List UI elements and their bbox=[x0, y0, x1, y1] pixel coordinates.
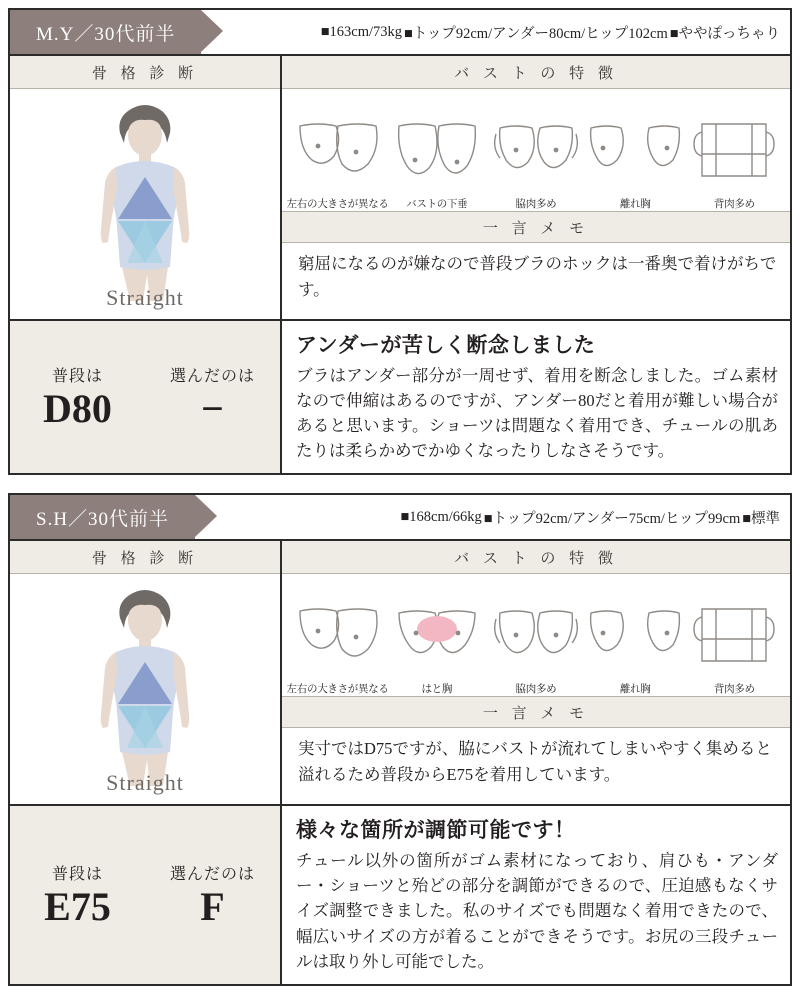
bust-feature-column bbox=[282, 56, 790, 319]
bust-type-item bbox=[286, 120, 389, 211]
bust-section-title: バ ス ト の 特 徴 bbox=[282, 56, 790, 89]
bust-type-item bbox=[489, 605, 583, 696]
bust-wide-set-icon bbox=[589, 605, 681, 679]
chosen-size-cell bbox=[145, 806, 280, 983]
bust-type-item bbox=[390, 605, 484, 696]
card-body bbox=[10, 56, 790, 321]
bust-type-item bbox=[286, 605, 389, 696]
bust-side-fat-icon bbox=[490, 120, 582, 194]
bust-sagging-icon bbox=[391, 120, 483, 194]
reviewer-name: S.H／30代前半 bbox=[10, 495, 195, 539]
usual-size-value: E75 bbox=[44, 883, 111, 929]
body-figure-svg bbox=[50, 95, 240, 305]
bust-type-caption: はと胸 bbox=[421, 684, 453, 696]
memo-text: 窮屈になるのが嫌なので普段ブラのホックは一番奥で着けがちです。 bbox=[298, 254, 777, 299]
bust-section-title: バ ス ト の 特 徴 bbox=[282, 541, 790, 574]
spec-body-type: ■標準 bbox=[742, 510, 780, 527]
bust-type-list bbox=[282, 89, 790, 211]
bust-type-item bbox=[687, 605, 781, 696]
usual-size-cell bbox=[10, 321, 145, 473]
chosen-size-value: F bbox=[200, 883, 225, 929]
usual-size-value: D80 bbox=[43, 385, 112, 431]
bust-side-fat-icon bbox=[490, 605, 582, 679]
skeleton-diagnosis-column bbox=[10, 541, 282, 804]
bust-type-item bbox=[390, 120, 484, 211]
bust-type-caption: 脇肉多め bbox=[515, 199, 557, 210]
review-title: 様々な箇所が調節可能です！ bbox=[296, 818, 576, 843]
body-figure-svg bbox=[50, 580, 240, 790]
bust-wide-set-icon bbox=[589, 120, 681, 194]
bust-type-caption: 背肉多め bbox=[713, 199, 755, 210]
review-text: ブラはアンダー部分が一周せず、着用を断念しました。ゴム素材なので伸縮はあるのですが、アンダー80だと着用が難しい場合があると思います。ショーツは問題なく着用でき、チュールの肌あたりは柔らかめでかゆくなったりしなさそうです。 bbox=[296, 366, 778, 461]
spec-body-type: ■ややぽっちゃり bbox=[669, 25, 780, 42]
bust-type-list bbox=[282, 574, 790, 696]
reviewer-card bbox=[8, 8, 792, 475]
skeleton-type-label: Straight bbox=[106, 285, 184, 310]
reviewer-specs bbox=[195, 495, 790, 539]
skeleton-section-title: 骨 格 診 断 bbox=[10, 541, 280, 574]
usual-size-label: 普段は bbox=[51, 367, 103, 385]
reviewer-name: M.Y／30代前半 bbox=[10, 10, 201, 54]
chosen-size-label: 選んだのは bbox=[169, 367, 255, 385]
card-header bbox=[10, 10, 790, 56]
bust-type-caption: 脇肉多め bbox=[515, 684, 557, 696]
bust-type-caption: バストの下垂 bbox=[406, 199, 468, 210]
spec-height-weight: ■168cm/66kg bbox=[400, 508, 482, 525]
chosen-size-label: 選んだのは bbox=[169, 865, 255, 883]
skeleton-type-label: Straight bbox=[106, 770, 184, 796]
memo-text: 実寸ではD75ですが、脇にバストが流れてしまいやすく集めると溢れるため普段からE75を着用しています。 bbox=[298, 739, 772, 784]
bust-type-caption: 左右の大きさが異なる bbox=[286, 199, 389, 210]
card-body bbox=[10, 541, 790, 806]
bust-type-item bbox=[687, 120, 781, 211]
spec-height-weight: ■163cm/73kg bbox=[320, 23, 403, 40]
review-text: チュール以外の箇所がゴム素材になっており、肩ひも・アンダー・ショーツと殆どの部分を調節ができるので、圧迫感もなくサイズ調整できました。私のサイズでも問題なく着用できたので、幅広いサイズの方が着ることができそうです。お尻の三段チュールは取り外し可能でした。 bbox=[296, 851, 778, 971]
memo-section-title: 一 言 メ モ bbox=[282, 696, 790, 728]
bust-type-item bbox=[588, 605, 682, 696]
bust-pigeon-chest-icon bbox=[391, 605, 483, 679]
card-header bbox=[10, 495, 790, 541]
chosen-size-cell bbox=[145, 321, 280, 473]
bust-type-caption: 離れ胸 bbox=[619, 199, 651, 210]
review-body bbox=[282, 806, 790, 983]
reviewer-card bbox=[8, 493, 792, 985]
skeleton-diagnosis-column bbox=[10, 56, 282, 319]
bust-uneven-icon bbox=[292, 605, 384, 679]
bust-uneven-icon bbox=[292, 120, 384, 194]
bust-feature-column bbox=[282, 541, 790, 804]
body-figure bbox=[10, 89, 280, 319]
spec-measurements: ■トップ92cm/アンダー75cm/ヒップ99cm bbox=[483, 510, 741, 527]
bust-type-item bbox=[489, 120, 583, 211]
review-title: アンダーが苦しく断念しました bbox=[296, 333, 596, 357]
bust-type-caption: 背肉多め bbox=[713, 684, 755, 696]
size-box bbox=[10, 321, 282, 473]
review-row bbox=[10, 321, 790, 473]
skeleton-section-title: 骨 格 診 断 bbox=[10, 56, 280, 89]
spec-measurements: ■トップ92cm/アンダー80cm/ヒップ102cm bbox=[404, 25, 668, 42]
memo-section-title: 一 言 メ モ bbox=[282, 211, 790, 243]
bust-type-item bbox=[588, 120, 682, 211]
bust-type-caption: 離れ胸 bbox=[619, 684, 651, 696]
bust-back-fat-icon bbox=[688, 605, 780, 679]
body-figure bbox=[10, 574, 280, 804]
usual-size-label: 普段は bbox=[51, 865, 103, 883]
usual-size-cell bbox=[10, 806, 145, 983]
review-row bbox=[10, 806, 790, 983]
reviewer-specs bbox=[201, 10, 790, 54]
size-box bbox=[10, 806, 282, 983]
review-body bbox=[282, 321, 790, 473]
chosen-size-value: − bbox=[201, 385, 224, 431]
bust-back-fat-icon bbox=[688, 120, 780, 194]
bust-type-caption: 左右の大きさが異なる bbox=[286, 684, 389, 696]
